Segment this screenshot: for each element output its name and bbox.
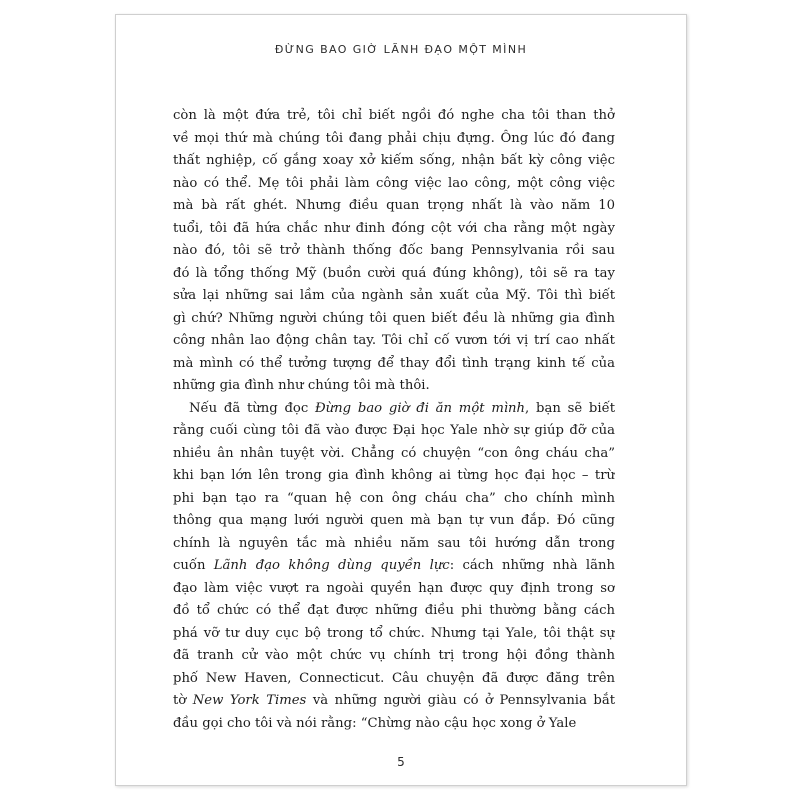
- text-line: [173, 578, 615, 601]
- text-segment: gì chứ? Những người chúng tôi quen biết đều là những gia đình: [173, 310, 615, 326]
- text-segment: đã tranh cử vào một chức vụ chính trị trong hội đồng thành: [173, 648, 615, 663]
- text-segment: phố New Haven, Connecticut. Câu chuyện đã được đăng trên: [173, 670, 615, 686]
- text-segment: đạo làm việc vượt ra ngoài quyền hạn được quy định trong sơ: [173, 580, 615, 596]
- page-number: 5: [397, 755, 405, 769]
- text-line: [173, 128, 615, 151]
- text-line: [173, 375, 615, 398]
- text-segment: đầu gọi cho tôi và nói rằng: “Chừng nào cậu học xong ở Yale: [173, 715, 577, 731]
- text-segment: mà bà rất ghét. Nhưng điều quan trọng nhất là vào năm 10: [173, 198, 615, 213]
- text-segment: sửa lại những sai lầm của ngành sản xuất của Mỹ. Tôi thì biết: [173, 288, 615, 303]
- text-line: [173, 330, 615, 353]
- text-line: [173, 285, 615, 308]
- text-segment: mà mình có thể tưởng tượng để thay đổi tình trạng kinh tế của: [173, 355, 615, 371]
- text-line: [173, 600, 615, 623]
- text-line: [173, 623, 615, 646]
- italic-title: Lãnh đạo không dùng quyền lực: [213, 558, 450, 573]
- text-segment: đó là tổng thống Mỹ (buồn cười quá đúng không), tôi sẽ ra tay: [173, 265, 615, 281]
- text-segment: nhiều ân nhân tuyệt vời. Chẳng có chuyện “con ông cháu cha”: [173, 445, 615, 461]
- text-line: [173, 173, 615, 196]
- text-line: [173, 398, 615, 421]
- text-line: [173, 510, 615, 533]
- text-segment: công nhân lao động chân tay. Tôi chỉ cố vươn tới vị trí cao nhất: [173, 333, 615, 348]
- text-segment: Nếu đã từng đọc: [189, 400, 316, 416]
- text-line: [173, 308, 615, 331]
- book-page: [115, 14, 687, 786]
- text-line: [173, 555, 615, 578]
- text-line: [173, 150, 615, 173]
- text-segment: nào đó, tôi sẽ trở thành thống đốc bang Pennsylvania rồi sau: [173, 243, 615, 258]
- text-line: [173, 668, 615, 691]
- text-line: [173, 240, 615, 263]
- text-line: [173, 443, 615, 466]
- text-segment: phi bạn tạo ra “quan hệ con ông cháu cha” cho chính mình: [173, 490, 615, 506]
- italic-title: Đừng bao giờ đi ăn một mình: [315, 400, 526, 416]
- body-text: [173, 105, 615, 735]
- text-segment: đồ tổ chức có thể đạt được những điều phi thường bằng cách: [173, 603, 615, 618]
- text-line: [173, 488, 615, 511]
- text-segment: phá vỡ tư duy cục bộ trong tổ chức. Nhưng tại Yale, tôi thật sự: [173, 625, 615, 641]
- text-segment: nào có thể. Mẹ tôi phải làm công việc lao công, một công việc: [173, 175, 615, 191]
- text-line: [173, 105, 615, 128]
- italic-title: New York Times: [192, 693, 307, 708]
- text-segment: cuốn: [173, 558, 214, 573]
- text-line: [173, 218, 615, 241]
- text-line: [173, 465, 615, 488]
- text-line: [173, 645, 615, 668]
- text-segment: còn là một đứa trẻ, tôi chỉ biết ngồi đó nghe cha tôi than thở: [173, 108, 615, 123]
- text-segment: rằng cuối cùng tôi đã vào được Đại học Yale nhờ sự giúp đỡ của: [173, 423, 615, 438]
- text-segment: thất nghiệp, cố gắng xoay xở kiếm sống, nhận bất kỳ công việc: [173, 153, 615, 168]
- text-segment: chính là nguyên tắc mà nhiều năm sau tôi hướng dẫn trong: [173, 535, 615, 551]
- text-segment: tuổi, tôi đã hứa chắc như đinh đóng cột với cha rằng một ngày: [173, 220, 615, 236]
- text-line: [173, 533, 615, 556]
- text-line: [173, 713, 615, 736]
- text-line: [173, 263, 615, 286]
- running-header: ĐỪNG BAO GIỜ LÃNH ĐẠO MỘT MÌNH: [274, 43, 528, 56]
- text-line: [173, 195, 615, 218]
- text-segment: khi bạn lớn lên trong gia đình không ai từng học đại học – trừ: [173, 468, 615, 483]
- text-segment: và những người giàu có ở Pennsylvania bắt: [306, 693, 615, 708]
- text-line: [173, 690, 615, 713]
- text-segment: , bạn sẽ biết: [525, 400, 615, 416]
- text-line: [173, 420, 615, 443]
- text-segment: : cách những nhà lãnh: [449, 558, 615, 573]
- text-line: [173, 353, 615, 376]
- text-segment: tờ: [173, 693, 193, 708]
- text-segment: những gia đình như chúng tôi mà thôi.: [173, 378, 430, 393]
- text-segment: về mọi thứ mà chúng tôi đang phải chịu đựng. Ông lúc đó đang: [173, 130, 615, 146]
- text-segment: thông qua mạng lưới người quen mà bạn tự vun đắp. Đó cũng: [173, 513, 615, 528]
